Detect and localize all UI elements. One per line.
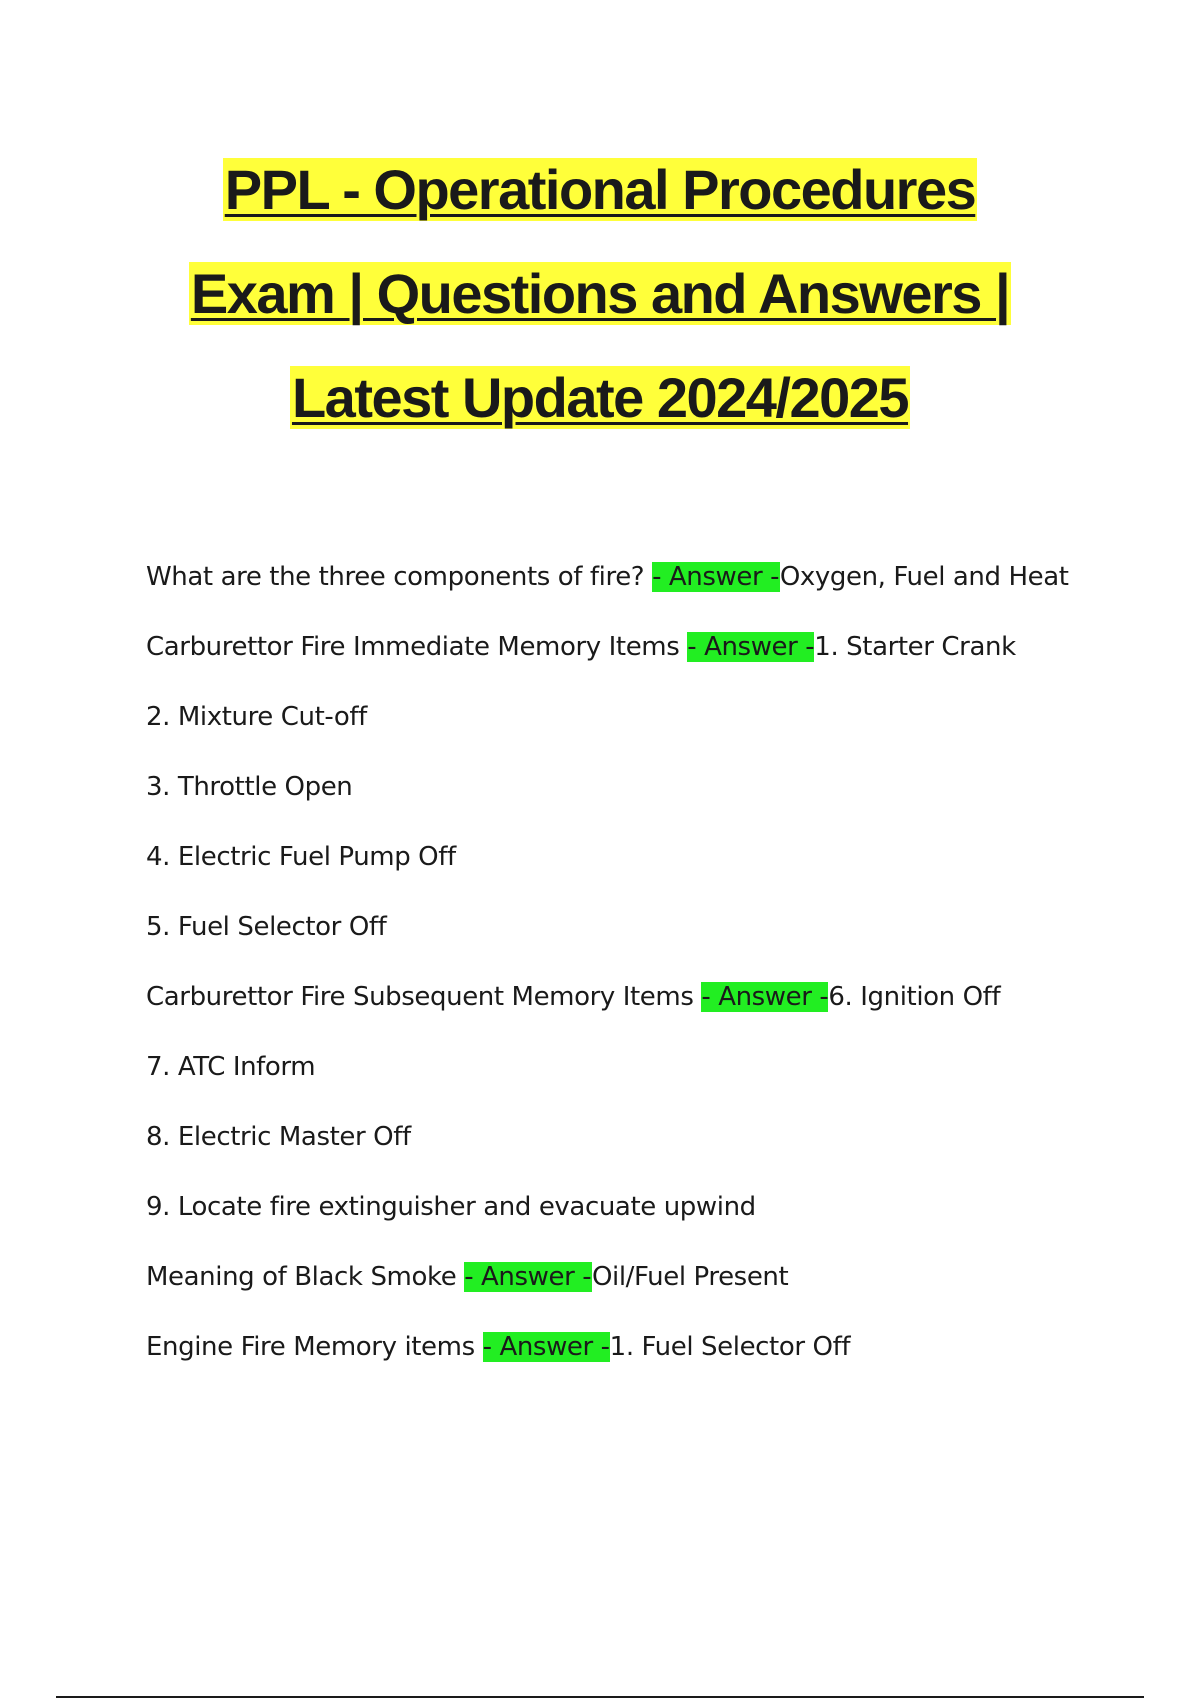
answer-text: Oxygen, Fuel and Heat: [779, 562, 1069, 592]
list-item: 8. Electric Master Off: [146, 1122, 411, 1152]
list-item: 5. Fuel Selector Off: [146, 912, 387, 942]
list-item: 9. Locate fire extinguisher and evacuate upwind: [146, 1192, 756, 1222]
footer-divider: [56, 1696, 1144, 1698]
qa-list: [146, 554, 1076, 1394]
answer-marker: - Answer -: [464, 1262, 592, 1292]
answer-marker: - Answer -: [482, 1332, 610, 1362]
question-text: What are the three components of fire?: [146, 562, 653, 592]
question-text: Carburettor Fire Subsequent Memory Items: [146, 982, 702, 1012]
answer-text: 6. Ignition Off: [828, 982, 1001, 1012]
qa-entry-carb-fire-immediate: [146, 624, 1076, 670]
answer-text: 1. Starter Crank: [814, 632, 1016, 662]
qa-entry-fire-components: [146, 554, 1076, 600]
question-text: Engine Fire Memory items: [146, 1332, 483, 1362]
document-title: [0, 138, 1200, 450]
qa-entry-carb-fire-subsequent: [146, 974, 1076, 1020]
answer-text: Oil/Fuel Present: [591, 1262, 789, 1292]
list-item: 4. Electric Fuel Pump Off: [146, 842, 456, 872]
answer-marker: - Answer -: [687, 632, 815, 662]
answer-marker: - Answer -: [701, 982, 829, 1012]
list-item: 7. ATC Inform: [146, 1052, 316, 1082]
qa-entry-engine-fire: [146, 1324, 1076, 1370]
answer-text: 1. Fuel Selector Off: [609, 1332, 851, 1362]
title-line-3: Latest Update 2024/2025: [291, 366, 909, 429]
question-text: Carburettor Fire Immediate Memory Items: [146, 632, 688, 662]
title-line-1: PPL - Operational Procedures: [224, 158, 976, 221]
qa-entry-black-smoke: [146, 1254, 1076, 1300]
list-item: 2. Mixture Cut-off: [146, 702, 367, 732]
list-item: 3. Throttle Open: [146, 772, 353, 802]
title-line-2: Exam | Questions and Answers |: [190, 262, 1010, 325]
question-text: Meaning of Black Smoke: [146, 1262, 465, 1292]
answer-marker: - Answer -: [652, 562, 780, 592]
